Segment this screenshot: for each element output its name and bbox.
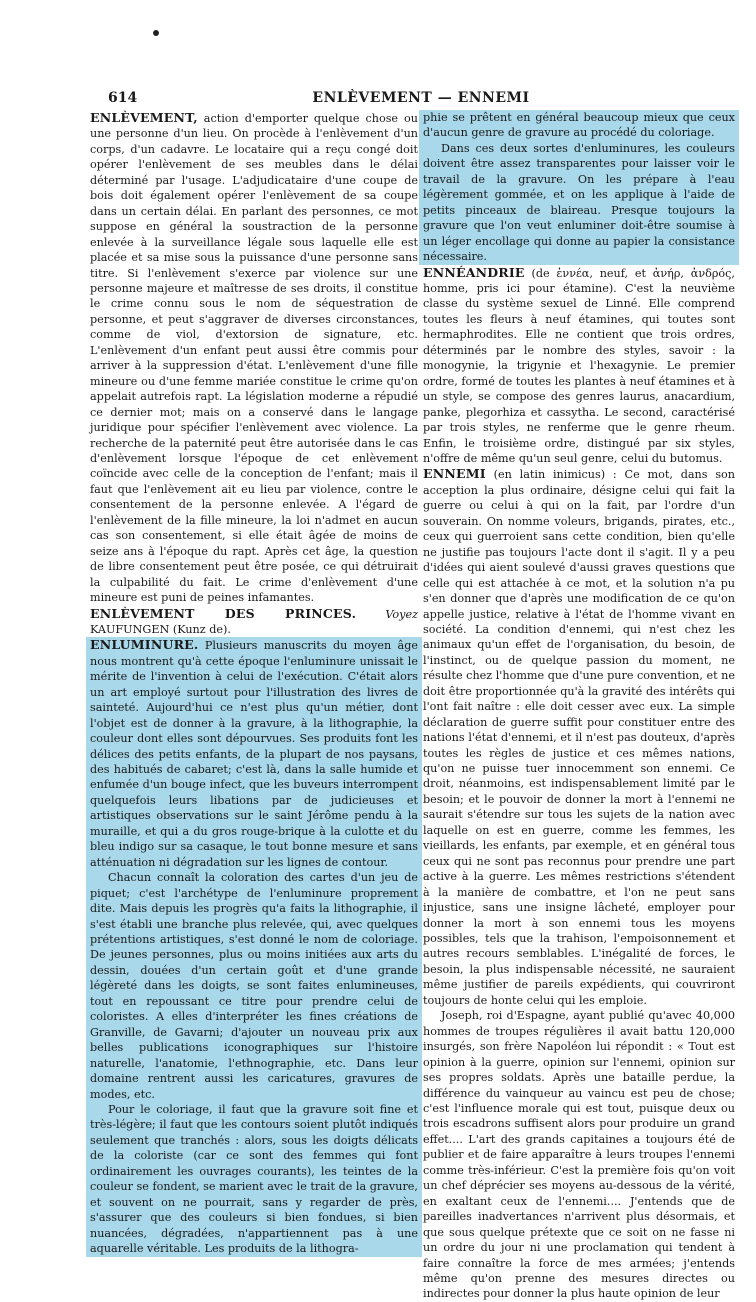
ennemi-paragraph-2: Joseph, roi d'Espagne, ayant publié qu'avec 40,000 hommes de troupes régulières il avait battu 120,000 insurgés, son frère Napoléon lui répondit : « Tout est opinion à la guerre, opinion sur l'ennemi, opinion sur ses propres soldats. Après une bataille perdue, la différence du vainqueur au vaincu est peu de chose; c'est l'influence morale qui est tout, puisque deux ou trois escadrons suffisent alors pour produire un grand effet.... L'art des grands capitaines a toujours été de publier et de faire apparaître à leurs troupes l'ennemi comme très-inférieur. C'est la première fois qu'on voit un chef déprécier ses moyens au-dessous de la vérité, en exaltant ceux de l'ennemi.... J'entends que de pareilles inadvertances n'arrivent plus désormais, et que sous quelque prétexte que ce soit on ne fasse ni un ordre du jour ni une proclamation qui tendent à faire connaître la force de mes armées; j'entends même qu'on prenne des mesures directes ou indirectes pour donner la plus haute opinion de leur	[423, 1009, 735, 1301]
left-column	[90, 110, 418, 1257]
enluminure-continued-paragraph-2: Dans ces deux sortes d'enluminures, les couleurs doivent être assez transparentes pour laisser voir le travail de la gravure. On les prépare à l'eau légèrement gommée, et on les applique à l'aide de petits pinceaux de blaireau. Presque toujours la gravure que l'on veut enluminer doit-être soumise à un léger encollage qui donne au papier la consistance nécessaire.	[423, 141, 735, 264]
highlight-enluminure	[86, 637, 422, 1256]
ennemi-paragraph-1: (en latin inimicus) : Ce mot, dans son acception la plus ordinaire, désigne celui qui fait la guerre ou celui à qui on la fait, par l'ordre d'un souverain. On nomme voleurs, brigands, pirates, etc., ceux qui guerroient sans cette condition, bien qu'elle ne justifie pas toujours l'acte dont il s'agit. Il y a peu d'idées qui aient soulevé d'aussi graves questions que celle qui est attachée à ce mot, et la solution n'a pu s'en donner que d'après une modification de ce qu'on appelle justice, relative à l'état de l'homme vivant en société. La condition d'ennemi, qui n'est chez les animaux qu'un effet de l'organisation, du besoin, de l'instinct, ou de quelque passion du moment, ne résulte chez l'homme que d'une pure convention, et ne doit être proportionnée qu'à la gravité des intérêts qui l'ont fait naître : elle doit cesser avec eux. La simple déclaration de guerre suffit pour constituer entre des nations l'état d'ennemi, et il n'est pas douteux, d'après toutes les règles de justice et ces mêmes nations, qu'on ne puisse tuer innocemment son ennemi. Ce droit, néanmoins, est indispensablement limité par le besoin; et le pouvoir de donner la mort à l'ennemi ne saurait s'étendre sur tous les sujets de la nation avec laquelle on est en guerre, comme les femmes, les vieillards, les enfants, par exemple, et en général tous ceux qui ne sont pas reconnus pour prendre une part active à la guerre. Les mêmes restrictions s'étendent à la manière de combattre, et l'on ne peut sans injustice, sans une insigne lâcheté, employer pour donner la mort à son ennemi tous les moyens possibles, tels que la trahison, l'empoisonnement et autres recours semblables. L'inégalité de forces, le besoin, la plus indispensable nécessité, ne sauraient même justifier de pareils expédients, qui couvriront toujours de honte celui qui les emploie.	[423, 468, 735, 1007]
enluminure-continued-paragraph-1: phie se prêtent en général beaucoup mieux que ceux d'aucun genre de gravure au procédé du coloriage.	[423, 111, 735, 140]
headword-ennemi: ENNEMI	[423, 466, 486, 482]
headword-enluminure: ENLUMINURE.	[90, 637, 199, 653]
running-title: ENLÈVEMENT — ENNEMI	[312, 90, 530, 106]
right-column	[423, 110, 735, 1302]
entry-enlevement-des-princes	[90, 606, 418, 638]
cross-reference: KAUFUNGEN	[90, 622, 170, 636]
entry-ennemi	[423, 466, 735, 1008]
enluminure-paragraph-3: Pour le coloriage, il faut que la gravure soit fine et très-légère; il faut que les contours soient plutôt indiqués seulement que tranchés : alors, sous les doigts délicats de la coloriste (car ce sont des femmes qui font ordinairement les ouvrages courants), les teintes de la couleur se fondent, se marient avec le trait de la gravure, et souvent on ne pourrait, sans y regarder de près, s'assurer que des couleurs si bien fondues, si bien nuancées, dégradées, n'appartiennent pas à une aquarelle véritable. Les produits de la lithogra-	[90, 1103, 418, 1256]
headword-enlevement-des-princes: ENLÈVEMENT DES PRINCES.	[90, 605, 357, 621]
headword-enneandrie: ENNÉANDRIE	[423, 264, 525, 280]
enluminure-paragraph-2: Chacun connaît la coloration des cartes d'un jeu de piquet; c'est l'archétype de l'enluminure proprement dite. Mais depuis les progrès qu'a faits la lithographie, il s'est établi une branche plus relevée, qui, avec quelques prétentions artistiques, s'est donné le nom de coloriage. De jeunes personnes, plus ou moins initiées aux arts du dessin, douées d'un certain goût et d'une grande légèreté dans les doigts, se sont faites enlumineuses, tout en repoussant ce titre pour prendre celui de coloristes. A elles d'interpréter les fines créations de Granville, de Gavarni; d'ajouter un nouveau prix aux belles publications iconographiques sur l'histoire naturelle, l'anatomie, l'ethnographie, etc. Dans leur domaine rentrent aussi les caricatures, gravures de modes, etc.	[90, 871, 418, 1101]
highlight-enluminure-continued	[419, 110, 739, 265]
entry-text-enlevement: action d'emporter quelque chose ou une personne d'un lieu. On procède à l'enlèvement d'un corps, d'un cadavre. Le locataire qui a reçu congé doit opérer l'enlèvement de ses meubles dans le délai déterminé par l'usage. L'adjudicataire d'une coupe de bois doit également opérer l'enlèvement de sa coupe dans un certain délai. En parlant des personnes, ce mot suppose en général la soustraction de la personne enlevée à la surveillance légale sous laquelle elle est placée et sa mise sous la puissance d'une personne sans titre. Si l'enlèvement s'exerce par violence sur une personne majeure et maîtresse de ses droits, il constitue le crime connu sous le nom de séquestration de personne, et peut s'aggraver de diverses circonstances, comme de viol, d'extorsion de signature, etc. L'enlèvement d'un enfant peut aussi être commis pour arriver à la suppression d'état. L'enlèvement d'une fille mineure ou d'une femme mariée constitue le crime qu'on appelait autrefois rapt. La législation moderne a répudié ce dernier mot; mais on a conservé dans le langage juridique pour spécifier l'enlèvement avec violence. La recherche de la paternité peut être autorisée dans le cas d'enlèvement lorsque l'époque de cet enlèvement coïncide avec celle de la conception de l'enfant; mais il faut que l'enlèvement ait eu lieu par violence, contre le consentement de la personne enlevée. A l'égard de l'enlèvement de la fille mineure, la loi n'admet en aucun cas son consentement, si elle était âgée de moins de seize ans à l'époque du rapt. Après cet âge, la question de libre consentement peut être posée, ce qui détruirait la culpabilité du fait. Le crime d'enlèvement d'une mineure est puni de peines infamantes.	[90, 112, 418, 605]
enluminure-paragraph-1: Plusieurs manuscrits du moyen âge nous montrent qu'à cette époque l'enluminure unissait le mérite de l'invention à celui de l'exécution. C'était alors un art employé surtout pour l'illustration des livres de sainteté. Aujourd'hui ce n'est plus qu'un métier, dont l'objet est de donner à la gravure, à la lithographie, la couleur dont elles sont dépourvues. Ses produits font les délices des petits enfants, de la plupart de nos paysans, des habitués de cabaret; c'est là, dans la salle humide et enfumée d'un bouge infect, que les buveurs interrompent quelquefois leurs libations par de judicieuses et artistiques observations sur le saint Jérôme pendu à la muraille, et qui a du gros rouge-brique à la culotte et du bleu indigo sur sa casaque, le tout bonne mesure et sans atténuation ni dégradation sur les lignes de contour.	[90, 639, 418, 869]
voyez-label: Voyez	[385, 607, 418, 621]
page-number: 614	[108, 90, 138, 106]
entry-text-enneandrie: (de ἐννέα, neuf, et ἀνήρ, ἀνδρός, homme, pris ici pour étamine). C'est la neuvième classe du système sexuel de Linné. Elle comprend toutes les fleurs à neuf étamines, qui toutes sont hermaphrodites. Elle ne contient que trois ordres, déterminés par le nombre des styles, savoir : la monogynie, la trigynie et l'hexagynie. Le premier ordre, formé de toutes les plantes à neuf étamines et à un style, se compose des genres laurus, anacardium, panke, plegorhiza et cassytha. Le second, caractérisé par trois styles, ne renferme que le genre rheum. Enfin, le troisième ordre, distingué par six styles, n'offre de même qu'un seul genre, celui du butomus.	[423, 266, 735, 465]
entry-enluminure-p1	[90, 637, 418, 870]
entry-enneandrie	[423, 265, 735, 467]
entry-enlevement	[90, 110, 418, 606]
headword-enlevement: ENLÈVEMENT,	[90, 110, 198, 125]
ink-spot	[153, 30, 159, 36]
cross-reference-tail: (Kunz de).	[172, 622, 231, 636]
page-header	[108, 90, 734, 108]
